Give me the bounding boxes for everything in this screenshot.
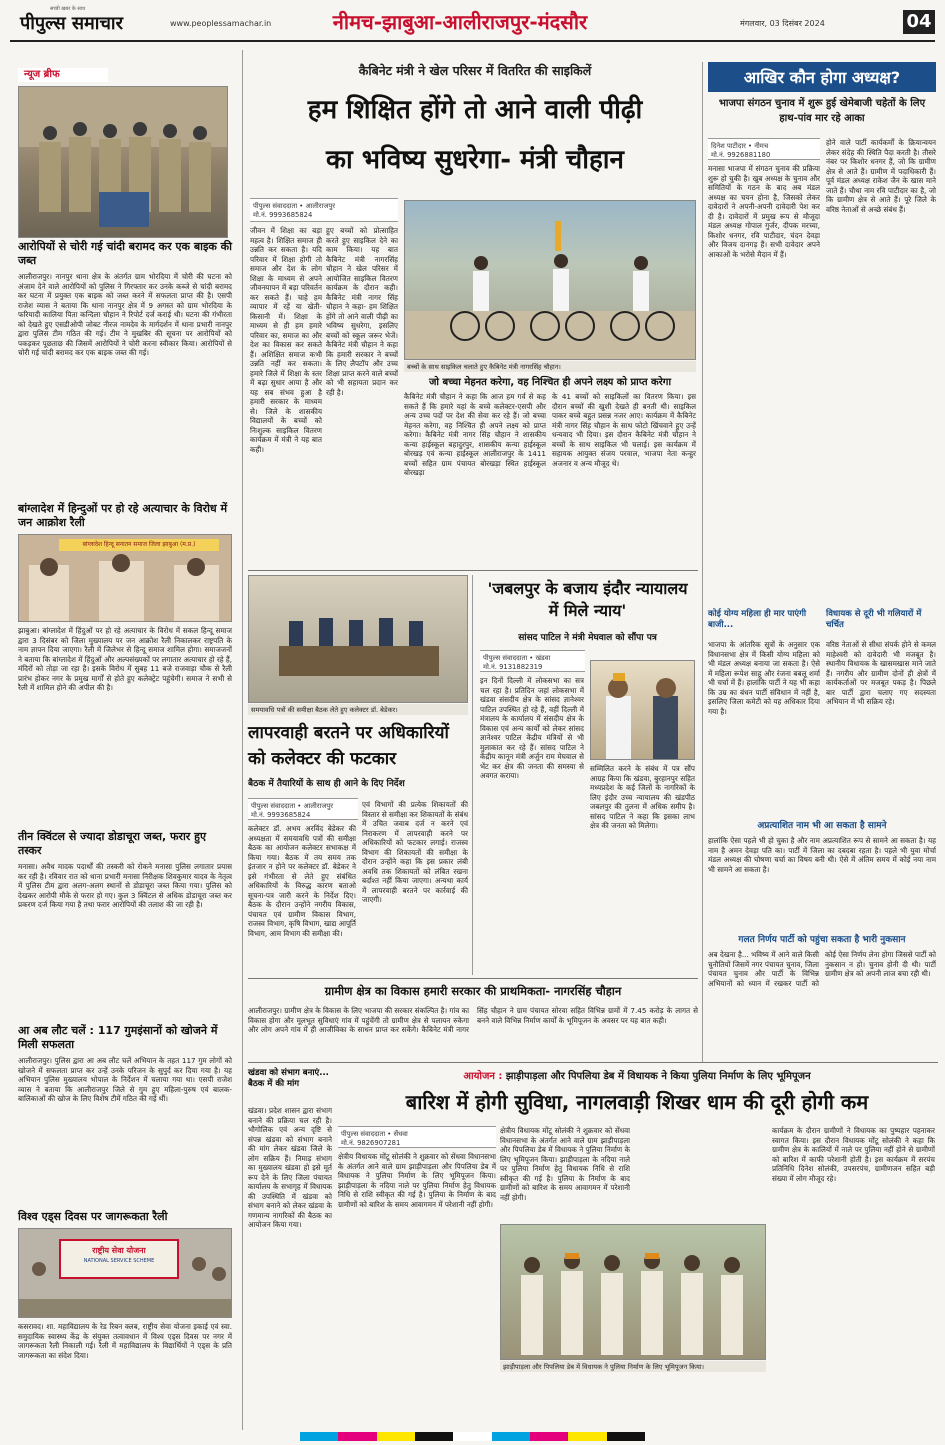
- jabalpur-headline: 'जबलपुर के बजाय इंदौर न्यायालय में मिले न्याय': [487, 579, 688, 620]
- lead-sub-col2: के 41 बच्चों को साइकिलों का वितरण किया। इस दौरान बच्चों की खुशी देखते ही बनती थी। साइकिल पाकर बच्चे बहुत प्रसन्न नजर आए। कार्यक्रम में कैबिनेट मंत्री नागर सिंह चौहान के साथ फोटो खिंचवाने हुए उन्हें धन्यवाद भी दिया। इस दौरान कैबिनेट मंत्री चौहान ने बच्चों के साथ साइकिल भी चलाई। इस कार्यक्रम में सहायक आयुक्त संजय परवाल, भाजपा नेता कन्हुर अजनार व अन्य मौजूद थे।: [552, 392, 696, 468]
- lead-headline-line2: का भविष्य सुधरेगा- मंत्री चौहान: [326, 145, 624, 175]
- lead-col1b: हुए बच्चों को प्रोत्साहित करते हुए साइकिल देने का काम किया। यह बात कैबिनेट मंत्री नागरसिंह चौहान ने खेल परिसर में आयोजित साइकिल वितरण कार्यक्रम के दौरान कही। कैबिनेट मंत्री नागर सिंह चौहान ने कहा- हम शिक्षित होंगे तो आने वाली पीढ़ी का भविष्य सुधरेगा, इसलिए बच्चों को स्कूल जरूर भेजें। कैबिनेट मंत्री चौहान ने कहा कि हमारी सरकार ने बच्चों के लिए लैपटॉप और उच्च शिक्षा प्राप्त करने वाले बच्चों को भी सहायता प्रदान कर रही है।: [326, 226, 398, 397]
- nss-banner-english: NATIONAL SERVICE SCHEME: [83, 1258, 155, 1264]
- bhoomipujan-col1-continued: क्षेत्रीय विधायक मोंटू सोलंकी ने शुक्रवार को सेंधवा विधानसभा के अंतर्गत आने वाले ग्राम झाड़ीपाड़ला और पिपलिया डेब में विधायक ने पुलिया निर्माण के लिए भूमिपूजन किया। झाड़ीपाड़ला के नदिया नाले पर पुलिया निर्माण हेतु विधायक निधि से राशि स्वीकृत की गई है। पुलिया के निर्माण के बाद ग्रामीणों को बारिश के समय आवागमन में परेशानी नहीं होगी।: [338, 1152, 496, 1209]
- rural-bottom-rule: [248, 1062, 938, 1063]
- adhyaksh-col2: होने वाले पार्टी कार्यकर्मों के क्रियान्वयन लेकर संदेह की स्थिति पैदा करती है। तीसरे नंबर पर किशोर धनगर हैं, जो कि ग्रामीण क्षेत्र से आते हैं। ग्रामीण में पदाधिकारी हैं। पूर्व मंडल अध्यक्ष राकेश जैन के खास माने जाते हैं। चौथा नाम रवि पाटीदार का है, जो कि ग्रामीण क्षेत्र से आते हैं। पूरे जिले के वरिष्ठ नेताओं से अच्छे संबंध हैं।: [826, 138, 936, 214]
- collector-location: आलीराजपुर: [303, 802, 334, 810]
- adhyaksh-phone: मो.नं. 9926881180: [711, 151, 771, 159]
- adhyaksh-sub3-body: हालांकि ऐसा पहले भी हो चुका है और नाम अप्रत्याशित रूप से सामने आ सकता है। यह नाम है अमन देवड़ा पति का। पार्टी में जिला का दबदबा रहता है। पहले भी युवा मोर्चा मंडल अध्यक्ष की घोषणा चर्चा का विषय बनी थी। ऐसे में अंतिम समय में कोई नया नाम भी सामने आ सकता है।: [708, 836, 936, 874]
- mp-meeting-photo: [590, 660, 695, 760]
- cyclists-illustration: [405, 201, 696, 360]
- brief-4-headline: आ अब लौट चलें : 117 गुमइंसानों को खोजने में मिली सफलता: [18, 1024, 218, 1052]
- reg-swatch: [300, 1432, 338, 1441]
- rally-photo: [18, 534, 232, 622]
- reg-swatch: [607, 1432, 645, 1441]
- collector-phone: मो.नं. 9993685824: [251, 811, 311, 819]
- lead-byline: पीपुल्स संवाददाता • आलीराजपुर मो.नं. 9993685824: [250, 198, 398, 222]
- bhoomipujan-col1: क्षेत्रीय विधायक मोंटू सोलंकी ने शुक्रवार को सेंधवा विधानसभा के अंतर्गत आने वाले ग्राम झाड़ीपाड़ला और पिपलिया डेब में विधायक ने पुलिया निर्माण के लिए भूमिपूजन किया। झाड़ीपाड़ला के नदिया नाले पर पुलिया निर्माण हेतु विधायक निधि से राशि स्वीकृत की गई है। पुलिया के निर्माण के बाद ग्रामीणों को बारिश के समय आवागमन में परेशानी नहीं होगी।: [500, 1126, 630, 1202]
- jabalpur-reporter: पीपुल्स संवाददाता: [483, 654, 528, 662]
- adhyaksh-col1: मनासा भाजपा में संगठन चुनाव की प्रक्रिया शुरू हो चुकी है। खुब अध्यक्ष के चुनाव और समितियों के गठन के बाद अब मंडल अध्यक्ष का चयन होना है, जिसको लेकर दावेदारों ने अपनी-अपनी दावेदारी पेश कर दी है। दावेदारों में प्रमुख रूप से मौजूदा मंडल अध्यक्ष गोपाल गुर्जर, दीपक मरच्या, किशोर धनगर, रवि पाटीदार, चंदन देवड़ा और विजय दानगड़ हैं। सभी दावेदार अपने आकाओं के भरोसे मैदान में हैं।: [708, 164, 820, 259]
- brief-3-body: मनासा। अवैध मादक पदार्थों की तस्करी को रोकने मनासा पुलिस लगातार प्रयास कर रही है। रविवार रात को थाना प्रभारी मनासा निरीक्षक शिवकुमार यादव के नेतृत्व में पुलिस टीम द्वारा अलग-अलग स्थानों से डोडाचूरा जब्त किया गया। पुलिस को देखकर आरोपी मौके से फरार हो गए। कुल 3 क्विंटल से अधिक डोडाचूरा जब्त कर प्रकरण दर्ज किया गया है तथा फरार आरोपियों की तलाश की जा रही है।: [18, 862, 232, 909]
- collector-col2: एवं विभागों की प्रत्येक शिकायतों की विस्तार से समीक्षा कर शिकायतों के संबंध में उचित जवाब दर्ज न करने एवं निराकरण में लापरवाही करने पर अधिकारियों को फटकार लगाई। राजस्व विभाग की शिकायतों की समीक्षा के दौरान उन्होंने कहा कि इस प्रकार लंबी अवधि तक शिकायतों को लंबित रखना बर्दाश्त नहीं किया जाएगा। अन्यथा कार्य में लापरवाही बरतने पर कार्रवाई की जाएगी।: [362, 800, 468, 904]
- adhyaksh-sub2-body: वरिष्ठ नेताओं से सीधा संपर्क होने से कमल माहेश्वरी को दावेदारी भी मजबूत है। स्थानीय विधायक के खासमखास माने जाते हैं। नगरीय और ग्रामीण दोनों ही क्षेत्रों में कार्यकर्ताओं पर मजबूत पकड़ है। पिछले बार पार्टी द्वारा चलाए गए सदस्यता अभियान में भी सक्रिय रहे।: [826, 640, 936, 706]
- villagers-illustration: [501, 1225, 766, 1360]
- reg-swatch: [415, 1432, 453, 1441]
- logo-tagline: सच्ची ख़बर के साथ: [50, 6, 86, 12]
- brief-1-headline: आरोपियों से चोरी गई चांदी बरामद कर एक बाइक की जब्त: [18, 240, 232, 268]
- adhyaksh-sub3-headline: अप्रत्याशित नाम भी आ सकता है सामने: [757, 821, 887, 831]
- adhyaksh-byline: दिनेश पाटीदार • नीमच मो.नं. 9926881180: [708, 138, 820, 160]
- adhyaksh-headline: आखिर कौन होगा अध्यक्ष?: [743, 68, 901, 87]
- page-number: 04: [903, 10, 935, 34]
- rural-top-rule: [248, 978, 698, 979]
- bhoomipujan-photo-caption: झाड़ीपाड़ला और पिपलिया डेब में विधायक ने पुलिया निर्माण के लिए भूमिपूजन किया।: [500, 1361, 766, 1372]
- collector-headline-line2: को कलेक्टर की फटकार: [248, 749, 397, 769]
- lead-phone: मो.नं. 9993685824: [253, 211, 313, 219]
- adhyaksh-sub1-body: भाजपा के आंतरिक सूत्रों के अनुसार एक विधानसभा क्षेत्र में किसी योग्य महिला को भी मंडल अध्यक्ष बनाया जा सकता है। ऐसे में महिला रूपेश साहू और रंजना बबलू शर्मा भी चर्चा में हैं। हालांकि पार्टी ने यह भी कहा कि उम्र का बंधन पार्टी संविधान में नहीं है, इसलिए जिला कमेटी को यह अधिकार दिया गया है।: [708, 640, 820, 716]
- nss-banner-hindi: राष्ट्रीय सेवा योजना: [92, 1246, 146, 1255]
- color-registration-bar: [300, 1432, 645, 1441]
- collector-col1: कलेक्टर डॉ. अभय अरविंद बेडेकर की अध्यक्षता में समयावधि पत्रों की समीक्षा बैठक का आयोजन कलेक्टर सभाकक्ष में किया गया। बैठक में तय समय तक इंतजार न होने पर कलेक्टर डॉ. बेडेकर ने इसे गंभीरता से लेते हुए संबंधित अधिकारियों के विरुद्ध कारण बताओ सूचना-पत्र जारी करने के निर्देश दिए। बैठक के दौरान उन्होंने नगरीय विकास, पंचायत एवं ग्रामीण विकास विभाग, राजस्व विभाग, कृषि विभाग, खाद्य आपूर्ति विभाग, आम विभाग की समीक्षा की।: [248, 824, 356, 938]
- reg-swatch: [338, 1432, 376, 1441]
- brief-5-body: कसरावद। शा. महाविद्यालय के रेड रिबन क्लब, राष्ट्रीय सेवा योजना इकाई एवं स्वा. समुदायिक स्वास्थ्य केंद्र के संयुक्त तत्वावधान में विश्व एड्स दिवस पर नगर में जागरूकता रैली निकाली गई। रैली में महाविद्यालय के विद्यार्थियों ने एड्स के प्रति जागरूकता का संदेश दिया।: [18, 1322, 232, 1360]
- collector-meeting-photo: [248, 575, 468, 703]
- bhoomipujan-headline: बारिश में होगी सुविधा, नागलवाड़ी शिखर धाम की दूरी होगी कम: [405, 1090, 869, 1114]
- page-date: मंगलवार, 03 दिसंबर 2024: [740, 19, 825, 28]
- masthead: [10, 6, 935, 38]
- reg-swatch: [377, 1432, 415, 1441]
- bhoomipujan-col2: कार्यक्रम के दौरान ग्रामीणों ने विधायक का पुष्पहार पहनाकर स्वागत किया। इस दौरान विधायक मोंटू सोलंकी ने कहा कि ग्रामीण क्षेत्र के कालियों में नाले पर पुलिया नहीं होने से ग्रामीणों को बारिश में काफी परेशानी होती है। इस कार्यक्रम में सरपंच प्रतिनिधि दिनेश सोलंकी, उपसरपंच, ग्रामीणजन सहित बड़ी संख्या में लोग मौजूद रहे।: [772, 1126, 935, 1183]
- bhoomipujan-kicker: [338, 1068, 936, 1084]
- rural-headline: ग्रामीण क्षेत्र का विकास हमारी सरकार की प्राथमिकता- नागरसिंह चौहान: [324, 984, 622, 998]
- cycle-photo-caption: बच्चों के साथ साइकिल चलाते हुए कैबिनेट मंत्री नागरसिंह चौहान।: [404, 361, 696, 372]
- jabalpur-byline: पीपुल्स संवाददाता • खंडवा मो.नं. 9131882319: [480, 650, 585, 672]
- news-brief-label: न्यूज ब्रीफ: [18, 68, 108, 82]
- bhoomipujan-col1-cont: [338, 1152, 496, 1422]
- bhoomipujan-reporter: पीपुल्स संवाददाता: [341, 1130, 386, 1138]
- reg-swatch: [530, 1432, 568, 1441]
- bhoomipujan-byline: पीपुल्स संवाददाता • सेंधवा मो.नं. 9826907281: [338, 1126, 496, 1148]
- reg-swatch: [568, 1432, 606, 1441]
- handshake-illustration: [591, 661, 695, 760]
- rural-body: आलीराजपुर। ग्रामीण क्षेत्र के विकास के लिए भाजपा की सरकार संकल्पित है। गांव का विकास होगा और मूलभूत सुविधाएं गांव में पहुंचेंगी तो ग्रामीण क्षेत्र से पलायन रुकेगा और लोग अपने गांव में ही आजीविका के साधन प्राप्त कर सकेंगे। कैबिनेट मंत्री नागर सिंह चौहान ने ग्राम पंचायत सोरवा सहित विभिन्न ग्रामों में 7.45 करोड़ के लागत से बनने वाले विभिन्न निर्माण कार्यों के भूमिपूजन के अवसर पर यह बात कही।: [248, 1006, 698, 1034]
- adhyaksh-location: नीमच: [754, 142, 769, 150]
- bhoomipujan-phone: मो.नं. 9826907281: [341, 1139, 401, 1147]
- brief-5-headline: विश्व एड्स दिवस पर जागरूकता रैली: [18, 1210, 168, 1223]
- adhyaksh-sub2-headline: विधायक से दूरी भी गलियारों में चर्चित: [826, 609, 922, 630]
- newspaper-logo: [20, 11, 180, 35]
- adhyaksh-sub4-body: अब देखना है... भविष्य में आने वाले किसी चुनौतियों जिसमें नगर पंचायत चुनाव, जिला पंचायत चुनाव और पार्टी के विभिन्न अभियानों को ध्यान में रखकर पार्टी को कोई ऐसा निर्णय लेना होगा जिससे पार्टी को नुकसान न हो। चुनाव होनी दी थी। पार्टी ग्रामीण क्षेत्र को अपनी लाज बचा रही थी।: [708, 950, 936, 988]
- column-divider-right: [702, 62, 703, 1062]
- lead-bottom-rule: [248, 570, 698, 571]
- adhyaksh-reporter: दिनेश पाटीदार: [711, 142, 746, 150]
- column-divider-mid: [472, 575, 473, 975]
- adhyaksh-headline-bar: [708, 62, 936, 92]
- adhyaksh-sub1-headline: कोई योग्य महिला ही मार पाएंगी बाजी...: [708, 609, 807, 630]
- rally-banner: बांग्लादेश हिन्दू सनातन समाज जिला झाबुआ (म.प्र.): [59, 539, 219, 551]
- bhoomipujan-kicker-text: झाड़ीपाड़ला और पिपलिया डेब में विधायक ने किया पुलिया निर्माण के लिए भूमिपूजन: [505, 1071, 811, 1082]
- bhoomipujan-kicker-label: आयोजन :: [463, 1071, 503, 1082]
- website-url[interactable]: www.peoplessamachar.in: [170, 19, 272, 28]
- collector-byline: पीपुल्स संवाददाता • आलीराजपुर मो.नं. 9993685824: [248, 798, 358, 820]
- collector-photo-caption: समयावधि पत्रों की समीक्षा बैठक लेते हुए कलेक्टर डॉ. बेडेकर।: [248, 704, 468, 715]
- bhoomipujan-photo: [500, 1224, 766, 1360]
- cycle-distribution-photo: [404, 200, 696, 360]
- jabalpur-location: खंडवा: [535, 654, 551, 662]
- jabalpur-subhead: सांसद पाटिल ने मंत्री मेघवाल को सौंपा पत्र: [518, 633, 657, 643]
- region-title: नीमच-झाबुआ-आलीराजपुर-मंदसौर: [332, 10, 588, 34]
- logo-text: पीपुल्स समाचार: [20, 13, 123, 34]
- khandwa-headline: खंडवा को संभाग बनाएं... बैठक में की मांग: [248, 1068, 329, 1090]
- lead-headline-line1: हम शिक्षित होंगे तो आने वाली पीढ़ी: [307, 95, 643, 125]
- jabalpur-col2: सम्मिलित करने के संबंध में पत्र सौंप आग्रह किया कि खंडवा, बुरहानपुर सहित मध्यप्रदेश के कई जिलों के नागरिकों के लिए इंदौर उच्च न्यायालय की खंडपीठ जबलपुर की तुलना में अधिक समीप है। सांसद पाटिल ने कहा कि इसका लाभ क्षेत्र की जनता को मिलेगा।: [590, 764, 695, 830]
- lead-subheadline: जो बच्चा मेहनत करेगा, वह निश्चित ही अपने लक्ष्य को प्राप्त करेगा: [428, 377, 672, 388]
- meeting-illustration: [249, 576, 468, 703]
- brief-2-headline: बांग्लादेश में हिन्दुओं पर हो रहे अत्याचार के विरोध में जन आक्रोश रैली: [18, 502, 228, 530]
- collector-reporter: पीपुल्स संवाददाता: [251, 802, 296, 810]
- bhoomipujan-location: सेंधवा: [393, 1130, 408, 1138]
- lead-kicker: कैबिनेट मंत्री ने खेल परिसर में वितरित की साइकिलें: [358, 63, 592, 78]
- police-arrest-photo: [18, 86, 228, 238]
- adhyaksh-sub4-headline: गलत निर्णय पार्टी को पहुंचा सकता है भारी नुकसान: [738, 935, 906, 945]
- brief-1-body: आलीराजपुर। नानपुर थाना क्षेत्र के अंतर्गत ग्राम भोरदिया में चोरी की घटना को अंजाम देने वाले आरोपियों को पुलिस ने गिरफ्तार कर उनके कब्जे से चांदी बरामद कर घटना में प्रयुक्त एक बाइक को जब्त करने में सफलता प्राप्त की है। एसपी राजेश व्यास ने बताया कि थाना नानपुर क्षेत्र में 9 अगस्त को ग्राम भोरदिया के फरियादी कालिया पिता कन्दिला चौहान ने रिपोर्ट दर्ज कराई थी। घटना की गंभीरता को देखते हुए एसडीओपी जोबट नीरज नामदेव के मार्गदर्शन में थाना प्रभारी नानपुर द्वारा पुलिस टीम गठित की गई। टीम ने मुखबिर की सूचना पर आरोपियों को पकड़कर पूछताछ की जिसमें आरोपियों ने चोरी करना स्वीकार किया। आरोपियों से चोरी गई चांदी बरामद कर एक बाइक जब्त की गई।: [18, 272, 232, 357]
- nss-banner: [59, 1239, 179, 1279]
- adhyaksh-subhead: भाजपा संगठन चुनाव में शुरू हुई खेमेबाजी चहेतों के लिए हाथ-पांव मार रहे आका: [718, 98, 926, 124]
- khandwa-box: [248, 1068, 332, 1428]
- police-group-illustration: [19, 87, 228, 238]
- brief-4-body: आलीराजपुर। पुलिस द्वारा आ अब लौट चलें अभियान के तहत 117 गुम लोगों को खोजने में सफलता प्राप्त कर उन्हें उनके परिजन के सुपुर्द कर दिया गया है। यह अभियान पुलिस मुख्यालय भोपाल के निर्देशन में चलाया गया था। एसपी राजेश व्यास ने बताया कि आलीराजपुर जिले से गुम हुए महिला-पुरुष एवं बालक-बालिकाओं की खोज के लिए विशेष टीमें गठित की गई थीं।: [18, 1056, 232, 1103]
- jabalpur-col1: इन दिनों दिल्ली में लोकसभा का सत्र चल रहा है। प्रतिदिन जहां लोकसभा में खंडवा संसदीय क्षेत्र के सांसद ज्ञानेश्वर पाटिल उपस्थित हो रहे हैं, वहीं दिल्ली में मंत्रालय के कार्यालय में संसदीय क्षेत्र के विकास एवं अन्य कार्यों को लेकर सांसद ज्ञानेश्वर पाटिल केंद्रीय मंत्रियों से भी मुलाकात कर रहे हैं। सांसद पाटिल ने केंद्रीय कानून मंत्री अर्जुन राम मेघवाल से भेंट कर क्षेत्र की जनता की समस्या से अवगत कराया।: [480, 676, 584, 780]
- column-divider-left: [242, 50, 243, 1430]
- lead-sub-col1: कैबिनेट मंत्री चौहान ने कहा कि आज हम गर्व से कह सकते हैं कि हमारे यहां के बच्चे कलेक्टर-एसपी और अन्य उच्च पदों पर देश की सेवा कर रहे हैं। जो बच्चा मेहनत करेगा, वह निश्चित ही अपने लक्ष्य को प्राप्त करेगा। कैबिनेट मंत्री नागर सिंह चौहान ने शासकीय कन्या हाईस्कूल बहादुरपुर, शासकीय कन्या हाईस्कूल बोरखड़ एवं कन्या हाईस्कूल आलीराजपुर के 1411 बच्चों सहित ग्राम पंचायत बोरखड़ा स्थित हाईस्कूल बोरखड़ा: [404, 392, 546, 477]
- lead-reporter: पीपुल्स संवाददाता: [253, 202, 298, 210]
- nss-rally-photo: [18, 1228, 232, 1318]
- reg-swatch: [492, 1432, 530, 1441]
- masthead-rule: [10, 40, 935, 42]
- brief-3-headline: तीन क्विंटल से ज्यादा डोडाचूरा जब्त, फरार हुए तस्कर: [18, 830, 207, 858]
- brief-2-body: झाबुआ। बांग्लादेश में हिंदुओं पर हो रहे अत्याचार के विरोध में सकल हिन्दू समाज द्वारा 3 दिसंबर को जिला मुख्यालय पर जन आक्रोश रैली निकालकर राष्ट्रपति के नाम ज्ञापन दिया जाएगा। रैली में जिलेभर से हिन्दू समाज शामिल होगा। समाजजनों ने बताया कि बांग्लादेश में हिंदुओं और अल्पसंख्यकों पर लगातार अत्याचार हो रहे हैं, मंदिरों को तोड़ा जा रहा है। इसके विरोध में सुबह 11 बजे राजवाड़ा चौक से रैली प्रारंभ होकर नगर के प्रमुख मार्गों से होते हुए कलेक्ट्रेट पहुंचेगी। समाज ने सभी से रैली में शामिल होने की अपील की है।: [18, 626, 232, 692]
- khandwa-body: खंडवा। प्रदेश शासन द्वारा संभाग बनाने की प्रक्रिया चल रही है। भौगोलिक एवं अन्य दृष्टि से संपन्न खंडवा को संभाग बनाने की मांग लेकर खंडवा जिले के लोग सक्रिय हैं। निमाड़ संभाग का मुख्यालय खंडवा हो इसे मूर्त रूप देने के लिए जिला पंचायत कार्यालय के सभागृह में विधायक की उपस्थिति में खंडवा को संभाग बनाने को लेकर खंडवा के गणमान्य नागरिकों की बैठक का आयोजन किया गया।: [248, 1106, 332, 1229]
- lead-location: आलीराजपुर: [305, 202, 336, 210]
- collector-headline-line1: लापरवाही बरतने पर अधिकारियों: [248, 723, 449, 743]
- reg-swatch: [453, 1432, 491, 1441]
- news-brief-column: [8, 46, 240, 1431]
- collector-subhead: बैठक में तैयारियों के साथ ही आने के दिए निर्देश: [248, 779, 405, 789]
- lead-col1: जीवन में शिक्षा का बड़ा महत्व है। शिक्षित समाज ही उन्नति कर सकता है। यदि परिवार में शिक्षा होगी तो समाज और देश के लोग शिक्षा के माध्यम से अपने जीवनयापन में बड़ा परिवर्तन कर सकते हैं। चाहे हम व्यापार में रहें या खेती-किसानी में। शिक्षा के माध्यम से ही हम हमारे परिवार का, समाज का और देश का विकास कर सकते हैं। अशिक्षित समाज कभी उन्नति नहीं कर सकता। हमारे जिले में शिक्षा के स्तर में बढ़ा सुधार आया है और यह सब संभव हुआ है हमारी सरकार के माध्यम से। जिले के शासकीय विद्यालयों के बच्चों को निःशुल्क साइकिल वितरण कार्यक्रम में मंत्री ने यह बात कही।: [250, 226, 322, 454]
- jabalpur-phone: मो.नं. 9131882319: [483, 663, 543, 671]
